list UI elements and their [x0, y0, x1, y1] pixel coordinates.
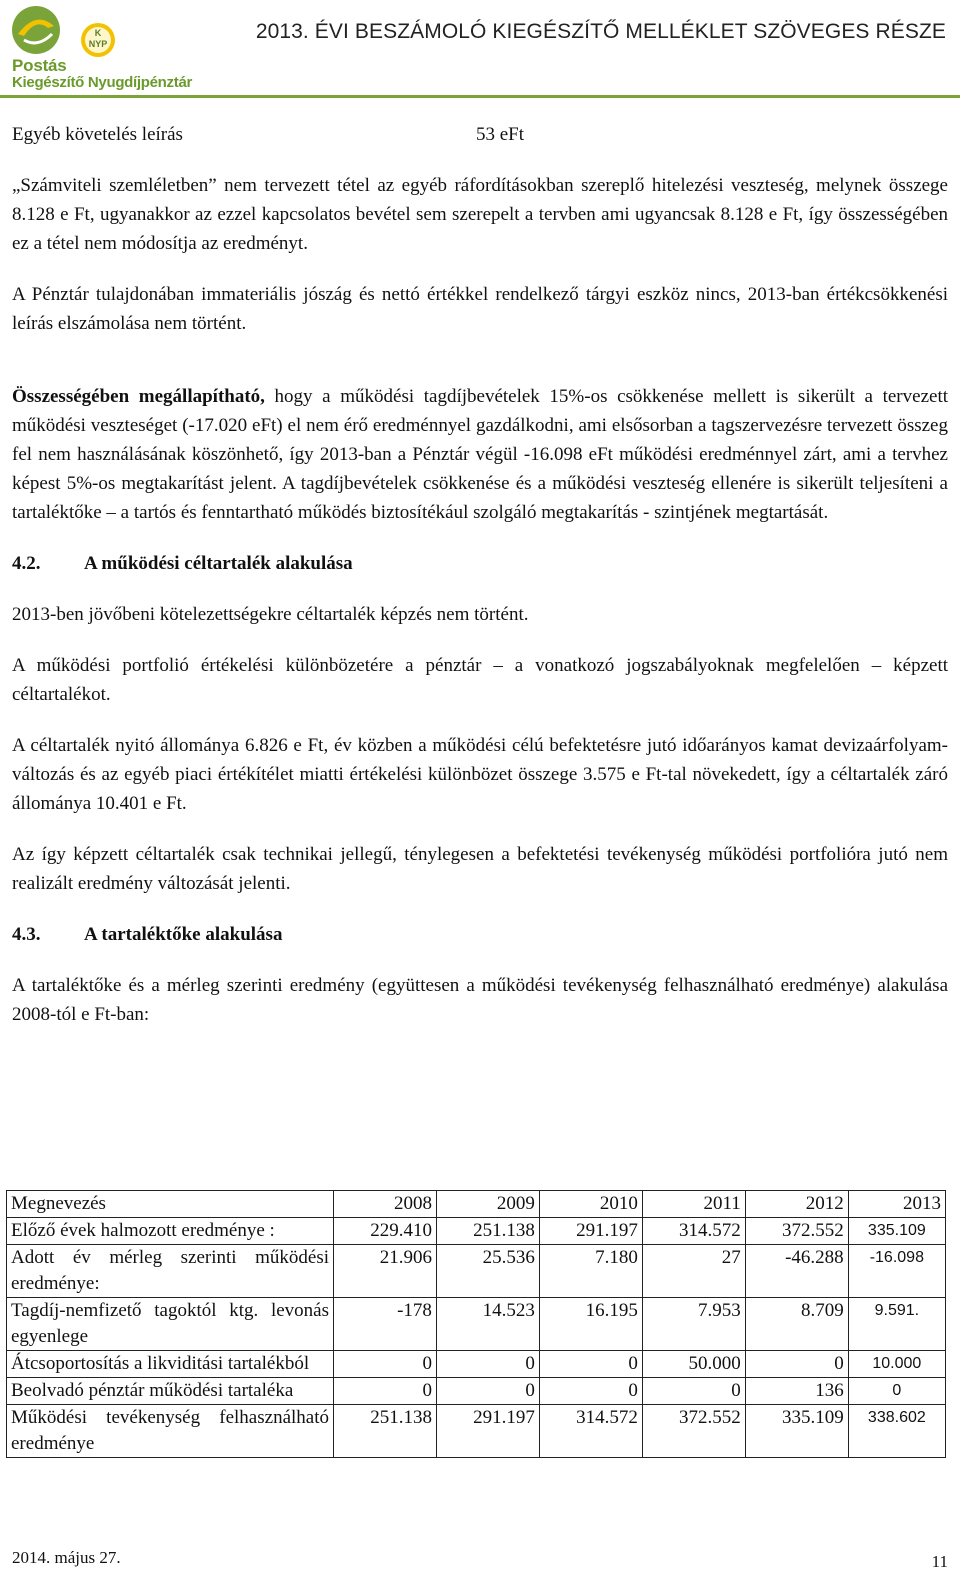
- table-header-cell: 2013: [848, 1191, 945, 1218]
- table-cell: 10.000: [848, 1351, 945, 1378]
- section-number: 4.2.: [12, 553, 41, 574]
- summary-text: hogy a működési tagdíjbevételek 15%-os csökkenése mellett is sikerült a tervezett működési veszteséget (-17.020 eFt) el nem érő eredménnyel gazdálkodni, ami elsősorban a tagszervezésre tervezett összeg fel nem használásának köszönhető, így 2013-ban a Pénztár végül -16.098 eFt működési eredménnyel zárt, ami a tervhez képest 5%-os megtakarítást jelent. A tagdíjbevételek csökkenése és a működési veszteség ellenére is sikerült teljesíteni a tartaléktőke – a tartós és fenntartható működés biztosítékául szolgáló megtakarítás - szintjének megtartását.: [12, 386, 948, 523]
- receivable-line: [12, 120, 948, 149]
- table-cell: 27: [642, 1245, 745, 1298]
- table-cell: 7.953: [642, 1298, 745, 1351]
- table-cell: 0: [848, 1378, 945, 1405]
- table-cell: -46.288: [745, 1245, 848, 1298]
- company-logo: [8, 4, 208, 92]
- table-cell: 0: [539, 1351, 642, 1378]
- table-cell: 14.523: [436, 1298, 539, 1351]
- table-cell: 335.109: [745, 1405, 848, 1458]
- table-cell: 16.195: [539, 1298, 642, 1351]
- table-cell: 0: [436, 1378, 539, 1405]
- table-cell-label: Működési tevékenység felhasználható eredménye: [7, 1405, 334, 1458]
- logo-badge-text: K: [94, 28, 102, 38]
- table-cell: 7.180: [539, 1245, 642, 1298]
- table-header-cell: 2012: [745, 1191, 848, 1218]
- page-number: 11: [931, 1552, 948, 1571]
- table-cell-label: Előző évek halmozott eredménye :: [7, 1218, 334, 1245]
- table-cell-label: Beolvadó pénztár működési tartaléka: [7, 1378, 334, 1405]
- table-cell: 314.572: [642, 1218, 745, 1245]
- table-header-cell: 2008: [334, 1191, 437, 1218]
- paragraph-credit-loss: „Számviteli szemléletben” nem tervezett tétel az egyéb ráfordításokban szereplő hitelezési veszteség, melynek összege 8.128 e Ft, ugyanakkor az ezzel kapcsolatos bevétel sem szerepelt a tervben ami ugyancsak 8.128 e Ft, így összességében ez a tétel nem módosítja az eredményt.: [12, 175, 948, 254]
- receivable-value: 53 eFt: [476, 124, 525, 145]
- table-cell: 25.536: [436, 1245, 539, 1298]
- reserve-table: [6, 1190, 946, 1458]
- table-cell: 50.000: [642, 1351, 745, 1378]
- table-header-cell: 2010: [539, 1191, 642, 1218]
- table-cell: 335.109: [848, 1218, 945, 1245]
- table-cell: 291.197: [539, 1218, 642, 1245]
- section-title: A tartaléktőke alakulása: [84, 924, 283, 945]
- footer-date: 2014. május 27.: [12, 1548, 121, 1567]
- table-cell: 0: [436, 1351, 539, 1378]
- table-cell: 314.572: [539, 1405, 642, 1458]
- table-cell: 372.552: [642, 1405, 745, 1458]
- table-cell: 251.138: [334, 1405, 437, 1458]
- receivable-label: Egyéb követelés leírás: [12, 124, 183, 145]
- table-cell: 229.410: [334, 1218, 437, 1245]
- table-cell: -178: [334, 1298, 437, 1351]
- header-divider: [0, 95, 960, 98]
- table-cell: 291.197: [436, 1405, 539, 1458]
- table-cell: 21.906: [334, 1245, 437, 1298]
- table-cell-label: Tagdíj-nemfizető tagoktól ktg. levonás egyenlege: [7, 1298, 334, 1351]
- table-cell: 0: [539, 1378, 642, 1405]
- paragraph-summary: [12, 382, 948, 527]
- paragraph-no-provision: 2013-ben jövőbeni kötelezettségekre céltartalék képzés nem történt.: [12, 604, 529, 625]
- table-header-cell: 2011: [642, 1191, 745, 1218]
- logo-line1: Postás: [12, 56, 67, 75]
- paragraph-technical: Az így képzett céltartalék csak technikai jellegű, ténylegesen a befektetési tevékenység működési portfolióra jutó nem realizált eredmény változását jelenti.: [12, 844, 948, 894]
- table-cell: 0: [334, 1378, 437, 1405]
- table-cell: 338.602: [848, 1405, 945, 1458]
- table-row: [7, 1378, 946, 1405]
- table-header-cell: 2009: [436, 1191, 539, 1218]
- summary-lead: Összességében megállapítható,: [12, 386, 265, 407]
- paragraph-provision-balance: A céltartalék nyitó állománya 6.826 e Ft, év közben a működési célú befektetésre jutó időarányos kamat devizaárfolyam-változás és az egyéb piaci értékítélet miatti értékelési különbözet összege 3.575 e Ft-tal növekedett, így a céltartalék záró állománya 10.401 e Ft.: [12, 735, 948, 814]
- table-cell: 8.709: [745, 1298, 848, 1351]
- page-title: 2013. ÉVI BESZÁMOLÓ KIEGÉSZÍTŐ MELLÉKLET SZÖVEGES RÉSZE: [255, 20, 946, 43]
- table-cell: 0: [745, 1351, 848, 1378]
- table-cell-label: Adott év mérleg szerinti működési eredménye:: [7, 1245, 334, 1298]
- paragraph-intangibles: A Pénztár tulajdonában immateriális jószág és nettó értékkel rendelkező tárgyi eszköz nincs, 2013-ban értékcsökkenési leírás elszámolása nem történt.: [12, 284, 948, 334]
- section-title: A működési céltartalék alakulása: [84, 553, 353, 574]
- logo-line2: Kiegészítő Nyugdíjpénztár: [12, 74, 193, 91]
- table-header-cell: Megnevezés: [7, 1191, 334, 1218]
- section-heading-4-3: [12, 920, 948, 949]
- svg-text:NYP: NYP: [88, 39, 108, 49]
- paragraph-table-intro: A tartaléktőke és a mérleg szerinti eredmény (együttesen a működési tevékenység felhasználható eredménye) alakulása 2008-tól e Ft-ban:: [12, 975, 948, 1025]
- table-cell: 251.138: [436, 1218, 539, 1245]
- table-cell: -16.098: [848, 1245, 945, 1298]
- page-header: [0, 0, 960, 100]
- table-cell: 136: [745, 1378, 848, 1405]
- table-cell-label: Átcsoportosítás a likviditási tartalékból: [7, 1351, 334, 1378]
- section-heading-4-2: [12, 549, 948, 578]
- table-header-row: [7, 1191, 946, 1218]
- section-number: 4.3.: [12, 924, 41, 945]
- table-row: [7, 1351, 946, 1378]
- table-cell: 372.552: [745, 1218, 848, 1245]
- table-cell: 0: [642, 1378, 745, 1405]
- table-cell: 9.591.: [848, 1298, 945, 1351]
- table-row: [7, 1405, 946, 1458]
- paragraph-portfolio: A működési portfolió értékelési különbözetére a pénztár – a vonatkozó jogszabályoknak megfelelően – képzett céltartalékot.: [12, 655, 948, 705]
- document-body: [12, 120, 948, 1029]
- table-row: [7, 1218, 946, 1245]
- table-cell: 0: [334, 1351, 437, 1378]
- table-row: [7, 1245, 946, 1298]
- table-row: [7, 1298, 946, 1351]
